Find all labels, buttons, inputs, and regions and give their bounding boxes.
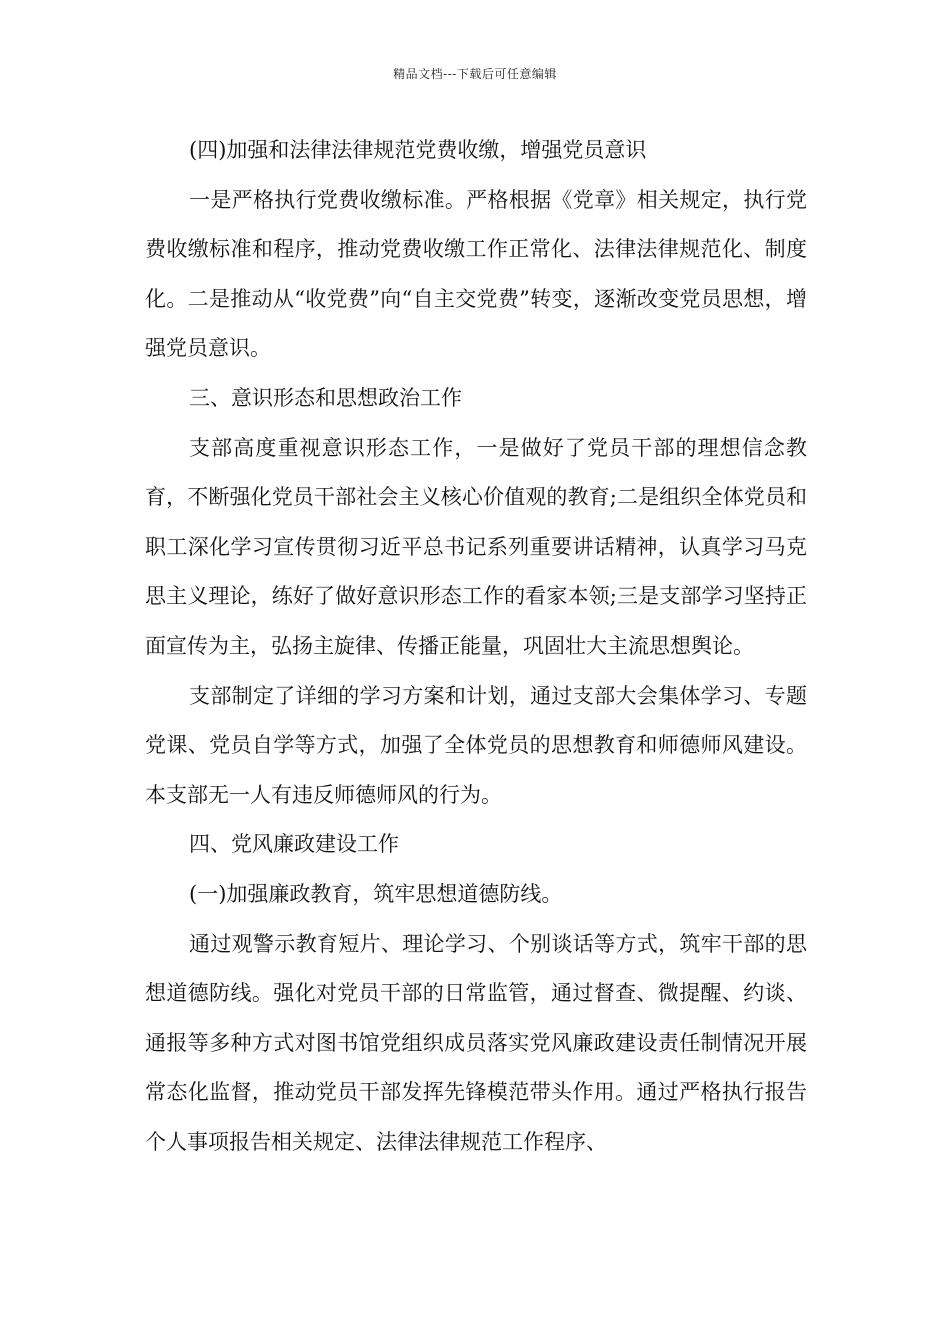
- document-body: [145, 126, 807, 1167]
- subsection-heading-four: (四)加强和法律法律规范党费收缴，增强党员意识: [189, 138, 647, 162]
- paragraph-study-plan: 支部制定了详细的学习方案和计划，通过支部大会集体学习、专题党课、党员自学等方式，加强了全体党员的思想教育和师德师风建设。本支部无一人有违反师德师风的行为。: [145, 683, 807, 807]
- paragraph-ideology: 支部高度重视意识形态工作，一是做好了党员干部的理想信念教育，不断强化党员干部社会主义核心价值观的教育;二是组织全体党员和职工深化学习宣传贯彻习近平总书记系列重要讲话精神，认真学习马克思主义理论，练好了做好意识形态工作的看家本领;三是支部学习坚持正面宣传为主，弘扬主旋律、传播正能量，巩固壮大主流思想舆论。: [145, 435, 807, 658]
- page-header: 精品文档---下载后可任意编辑: [393, 67, 557, 81]
- subsection-heading-one: (一)加强廉政教育，筑牢思想道德防线。: [189, 881, 563, 906]
- section-heading-three: 三、意识形态和思想政治工作: [189, 385, 462, 410]
- paragraph-party-dues: 一是严格执行党费收缴标准。严格根据《党章》相关规定，执行党费收缴标准和程序，推动党费收缴工作正常化、法律法律规范化、制度化。二是推动从“收党费”向“自主交党费”转变，逐渐改变党员思想，增强党员意识。: [145, 187, 807, 361]
- paragraph-integrity-education: 通过观警示教育短片、理论学习、个别谈话等方式，筑牢干部的思想道德防线。强化对党员干部的日常监管，通过督查、微提醒、约谈、通报等多种方式对图书馆党组织成员落实党风廉政建设责任制情况开展常态化监督，推动党员干部发挥先锋模范带头作用。通过严格执行报告个人事项报告相关规定、法律法律规范工作程序、: [145, 931, 807, 1154]
- section-heading-four: 四、党风廉政建设工作: [189, 832, 399, 857]
